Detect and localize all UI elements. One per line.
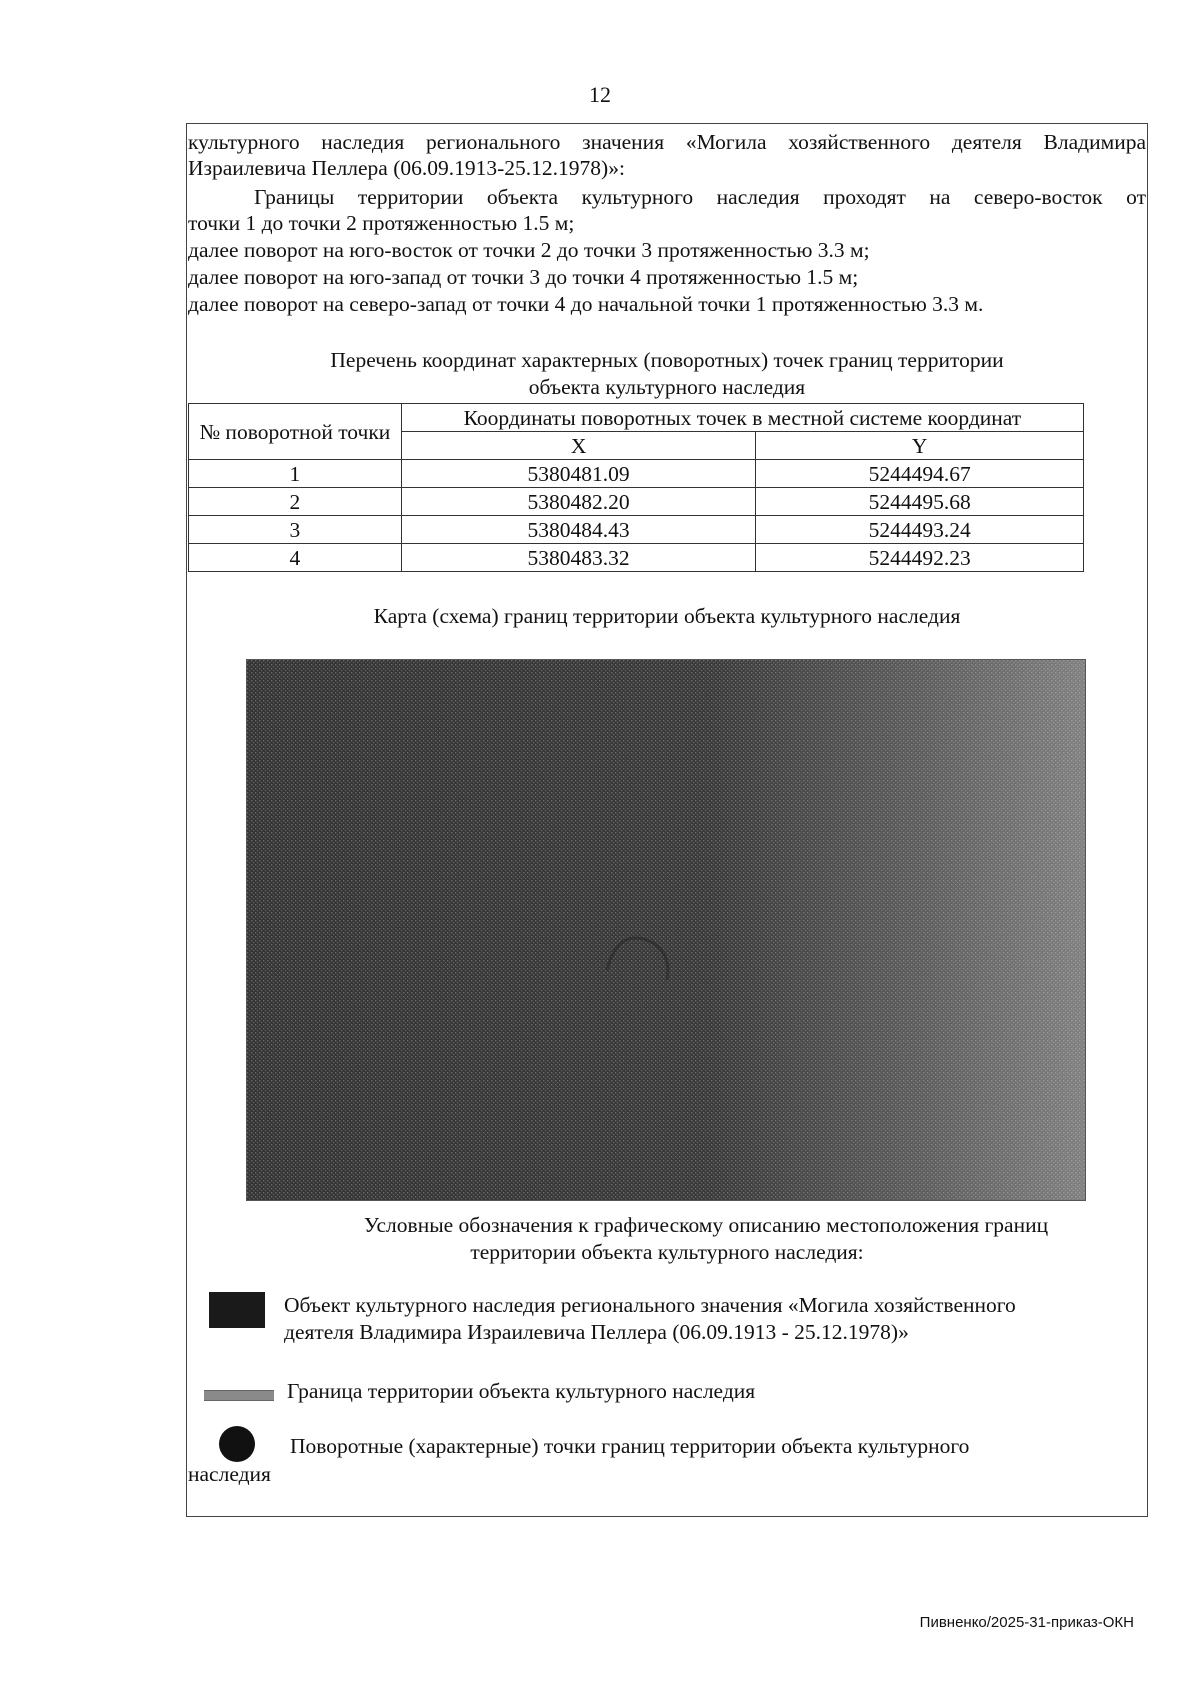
coordinates-table — [188, 403, 1084, 572]
cell-x: 5380482.20 — [401, 488, 756, 516]
intro-line-1: культурного наследия регионального значения «Могила хозяйственного деятеля Владимира — [188, 130, 1146, 154]
cell-x: 5380481.09 — [401, 460, 756, 488]
legend-title-line-1: Условные обозначения к графическому описанию местоположения границ — [363, 1213, 1049, 1237]
legend-title-line-2: территории объекта культурного наследия: — [470, 1240, 864, 1264]
cell-y: 5244492.23 — [756, 544, 1084, 572]
legend-border-swatch — [204, 1390, 274, 1401]
cell-point: 3 — [189, 516, 402, 544]
boundary-line-3: далее поворот на юго-восток от точки 2 до точки 3 протяженностью 3.3 м; — [188, 238, 870, 262]
boundary-line-1: Границы территории объекта культурного наследия проходят на северо-восток от — [254, 185, 1146, 209]
legend-object-line-1: Объект культурного наследия регионального значения «Могила хозяйственного — [284, 1293, 1016, 1317]
legend-points-line-1: Поворотные (характерные) точки границ территории объекта культурного — [290, 1434, 970, 1458]
cell-point: 1 — [189, 460, 402, 488]
cell-y: 5244493.24 — [756, 516, 1084, 544]
header-y: Y — [756, 432, 1084, 460]
map-title: Карта (схема) границ территории объекта культурного наследия — [373, 604, 961, 628]
table-row — [189, 544, 1084, 572]
table-title-line-2: объекта культурного наследия — [528, 375, 806, 399]
cell-point: 2 — [189, 488, 402, 516]
legend-points-line-2: наследия — [188, 1462, 271, 1486]
header-point-number: № поворотной точки — [189, 404, 402, 460]
table-row — [189, 516, 1084, 544]
header-coordinates: Координаты поворотных точек в местной системе координат — [401, 404, 1083, 432]
table-row — [189, 460, 1084, 488]
page-number: 12 — [589, 82, 611, 107]
cell-x: 5380483.32 — [401, 544, 756, 572]
intro-line-2: Израилевича Пеллера (06.09.1913-25.12.1978)»: — [188, 156, 625, 180]
boundary-line-2: точки 1 до точки 2 протяженностью 1.5 м; — [188, 211, 575, 235]
header-x: X — [401, 432, 756, 460]
document-footer-reference: Пивненко/2025-31-приказ-ОКН — [919, 1614, 1134, 1631]
cell-x: 5380484.43 — [401, 516, 756, 544]
cell-point: 4 — [189, 544, 402, 572]
table-title-line-1: Перечень координат характерных (поворотных) точек границ территории — [330, 348, 1004, 372]
boundary-map-image — [246, 659, 1086, 1201]
boundary-line-5: далее поворот на северо-запад от точки 4 до начальной точки 1 протяженностью 3.3 м. — [188, 292, 984, 316]
legend-point-swatch — [219, 1426, 255, 1462]
legend-object-swatch — [209, 1292, 265, 1328]
boundary-line-4: далее поворот на юго-запад от точки 3 до точки 4 протяженностью 1.5 м; — [188, 265, 859, 289]
legend-border-label: Граница территории объекта культурного наследия — [287, 1379, 756, 1403]
cell-y: 5244495.68 — [756, 488, 1084, 516]
legend-object-line-2: деятеля Владимира Израилевича Пеллера (06.09.1913 - 25.12.1978)» — [284, 1320, 909, 1344]
table-row — [189, 488, 1084, 516]
cell-y: 5244494.67 — [756, 460, 1084, 488]
